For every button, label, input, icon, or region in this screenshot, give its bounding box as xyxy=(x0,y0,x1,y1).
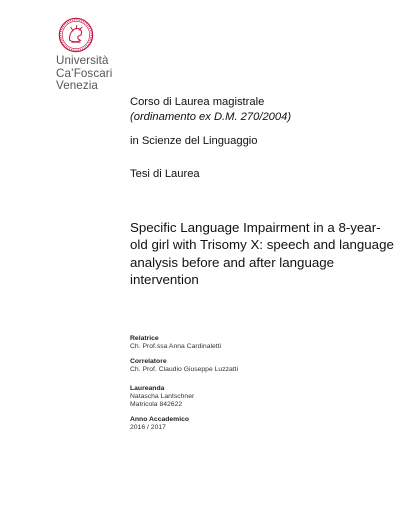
thesis-type: Tesi di Laurea xyxy=(130,168,200,180)
supervisor-label: Relatrice xyxy=(130,335,159,342)
course-field: in Scienze del Linguaggio xyxy=(130,135,258,147)
course-regulation: (ordinamento ex D.M. 270/2004) xyxy=(130,111,292,123)
university-name-line: Università xyxy=(56,54,109,67)
course-info xyxy=(130,95,400,149)
university-seal-icon xyxy=(58,17,94,53)
course-degree: Corso di Laurea magistrale xyxy=(130,96,265,108)
academic-year-label: Anno Accademico xyxy=(130,415,190,423)
university-name xyxy=(56,55,156,93)
credits xyxy=(130,335,370,439)
co-supervisor-name: Ch. Prof. Claudio Giuseppe Luzzatti xyxy=(130,366,239,374)
student-name: Natascha Lantschner xyxy=(130,393,195,401)
student-block xyxy=(130,385,370,410)
university-logo xyxy=(56,17,156,93)
supervisor-name: Ch. Prof.ssa Anna Cardinaletti xyxy=(130,343,222,351)
thesis-title: Specific Language Impairment in a 8-year-old girl with Trisomy X: speech and language analysis before and after language intervention xyxy=(130,220,394,288)
student-label: Laureanda xyxy=(130,384,165,392)
academic-year-value: 2016 / 2017 xyxy=(130,424,166,432)
university-name-line: Ca’Foscari xyxy=(56,66,113,80)
co-supervisor-label: Correlatore xyxy=(130,357,167,365)
academic-year-block xyxy=(130,416,370,433)
university-name-line: Venezia xyxy=(56,79,98,92)
co-supervisor-block xyxy=(130,358,370,375)
student-id: Matricola 842622 xyxy=(130,401,183,409)
supervisor-block xyxy=(130,335,370,352)
